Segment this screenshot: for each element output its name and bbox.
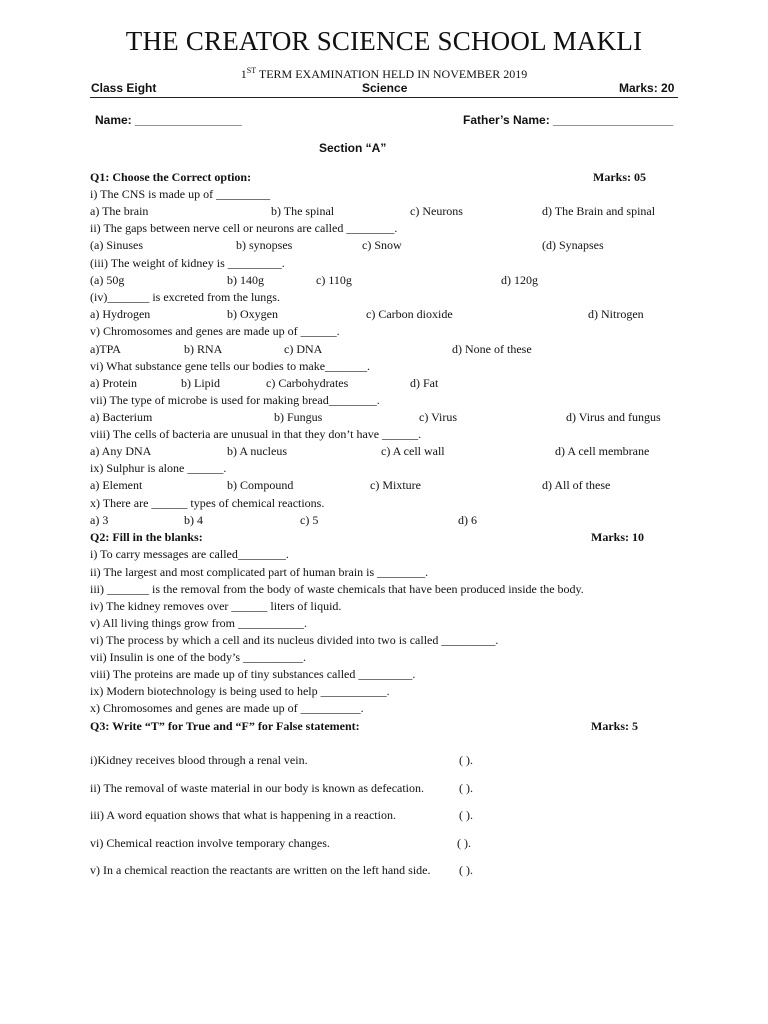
mcq-option: d) All of these	[542, 478, 611, 492]
mcq-question: i) The CNS is made up of _________	[90, 187, 271, 201]
mcq-question: (iii) The weight of kidney is _________.	[90, 256, 285, 270]
mcq-option: d) The Brain and spinal	[542, 204, 656, 218]
mcq-option: b) The spinal	[271, 204, 335, 218]
father-name-field: Father’s Name: __________________	[463, 113, 674, 127]
subject-label: Science	[362, 81, 408, 95]
exam-heading	[0, 66, 768, 82]
mcq-option: c) 110g	[316, 273, 352, 287]
mcq-option: b) A nucleus	[227, 444, 287, 458]
total-marks: Marks: 20	[619, 81, 675, 95]
mcq-option: b) RNA	[184, 342, 223, 356]
mcq-option: b) 4	[184, 513, 203, 527]
q2-marks: Marks: 10	[591, 530, 644, 544]
blank-item: vii) Insulin is one of the body’s __________.	[90, 650, 306, 664]
mcq-option: d) Nitrogen	[588, 307, 644, 321]
blank-item: i) To carry messages are called________.	[90, 547, 289, 561]
blank-item: x) Chromosomes and genes are made up of __________.	[90, 701, 364, 715]
blank-item: viii) The proteins are made up of tiny substances called _________.	[90, 667, 416, 681]
mcq-question: x) There are ______ types of chemical reactions.	[90, 496, 325, 510]
mcq-option: (a) Sinuses	[90, 238, 143, 252]
mcq-option: a) Any DNA	[90, 444, 152, 458]
q1-marks: Marks: 05	[593, 170, 646, 184]
mcq-option: a) Bacterium	[90, 410, 153, 424]
mcq-option: c) Carbohydrates	[266, 376, 349, 390]
class-label: Class Eight	[91, 81, 157, 95]
q3-marks: Marks: 5	[591, 719, 638, 733]
section-title: Section “A”	[319, 141, 387, 155]
q1-title: Q1: Choose the Correct option:	[90, 170, 252, 184]
q2-title: Q2: Fill in the blanks:	[90, 530, 203, 544]
mcq-option: c) DNA	[284, 342, 323, 356]
mcq-option: a) Protein	[90, 376, 137, 390]
mcq-option: c) 5	[300, 513, 319, 527]
mcq-option: b) Compound	[227, 478, 294, 492]
mcq-option: b) Lipid	[181, 376, 220, 390]
mcq-option: (d) Synapses	[542, 238, 604, 252]
mcq-option: c) A cell wall	[381, 444, 445, 458]
mcq-option: d) Fat	[410, 376, 439, 390]
mcq-option: a)TPA	[90, 342, 121, 356]
mcq-option: c) Neurons	[410, 204, 463, 218]
mcq-option: b) Fungus	[274, 410, 323, 424]
mcq-question: viii) The cells of bacteria are unusual in that they don’t have ______.	[90, 427, 422, 441]
header-divider	[90, 97, 678, 98]
tf-answer-box: ( ).	[459, 753, 473, 767]
mcq-option: d) A cell membrane	[555, 444, 650, 458]
mcq-option: c) Virus	[419, 410, 458, 424]
tf-statement: ii) The removal of waste material in our body is known as defecation.	[90, 781, 425, 795]
blank-item: iii) _______ is the removal from the body of waste chemicals that have been produced inside the body.	[90, 582, 584, 596]
tf-statement: vi) Chemical reaction involve temporary changes.	[90, 836, 330, 850]
mcq-option: a) 3	[90, 513, 109, 527]
mcq-question: ii) The gaps between nerve cell or neurons are called ________.	[90, 221, 398, 235]
mcq-option: b) Oxygen	[227, 307, 278, 321]
mcq-option: c) Carbon dioxide	[366, 307, 453, 321]
mcq-option: a) Element	[90, 478, 143, 492]
mcq-option: c) Mixture	[370, 478, 421, 492]
mcq-question: ix) Sulphur is alone ______.	[90, 461, 227, 475]
mcq-question: (iv)_______ is excreted from the lungs.	[90, 290, 280, 304]
q3-title: Q3: Write “T” for True and “F” for False statement:	[90, 719, 360, 733]
blank-item: iv) The kidney removes over ______ liters of liquid.	[90, 599, 342, 613]
mcq-option: d) 120g	[501, 273, 538, 287]
tf-answer-box: ( ).	[457, 836, 471, 850]
school-title: THE CREATOR SCIENCE SCHOOL MAKLI	[125, 26, 643, 56]
tf-statement: v) In a chemical reaction the reactants are written on the left hand side.	[90, 863, 431, 877]
mcq-option: d) 6	[458, 513, 477, 527]
mcq-question: v) Chromosomes and genes are made up of ______.	[90, 324, 340, 338]
tf-answer-box: ( ).	[459, 808, 473, 822]
exam-ordinal: ST	[246, 66, 257, 75]
mcq-option: a) Hydrogen	[90, 307, 151, 321]
mcq-option: d) Virus and fungus	[566, 410, 661, 424]
exam-text: TERM EXAMINATION HELD IN NOVEMBER 2019	[256, 67, 528, 81]
tf-answer-box: ( ).	[459, 863, 473, 877]
mcq-option: c) Snow	[362, 238, 402, 252]
mcq-option: a) The brain	[90, 204, 149, 218]
exam-number: 1	[240, 67, 247, 81]
blank-item: vi) The process by which a cell and its nucleus divided into two is called _________.	[90, 633, 499, 647]
blank-item: ix) Modern biotechnology is being used to help ___________.	[90, 684, 390, 698]
name-field: Name: ________________	[95, 113, 242, 127]
mcq-option: d) None of these	[452, 342, 532, 356]
tf-answer-box: ( ).	[459, 781, 473, 795]
tf-statement: i)Kidney receives blood through a renal vein.	[90, 753, 308, 767]
blank-item: ii) The largest and most complicated part of human brain is ________.	[90, 565, 429, 579]
mcq-option: (a) 50g	[90, 273, 125, 287]
mcq-question: vii) The type of microbe is used for making bread________.	[90, 393, 380, 407]
tf-statement: iii) A word equation shows that what is happening in a reaction.	[90, 808, 396, 822]
mcq-option: b) 140g	[227, 273, 264, 287]
blank-item: v) All living things grow from ___________.	[90, 616, 307, 630]
mcq-option: b) synopses	[236, 238, 293, 252]
mcq-question: vi) What substance gene tells our bodies to make_______.	[90, 359, 371, 373]
